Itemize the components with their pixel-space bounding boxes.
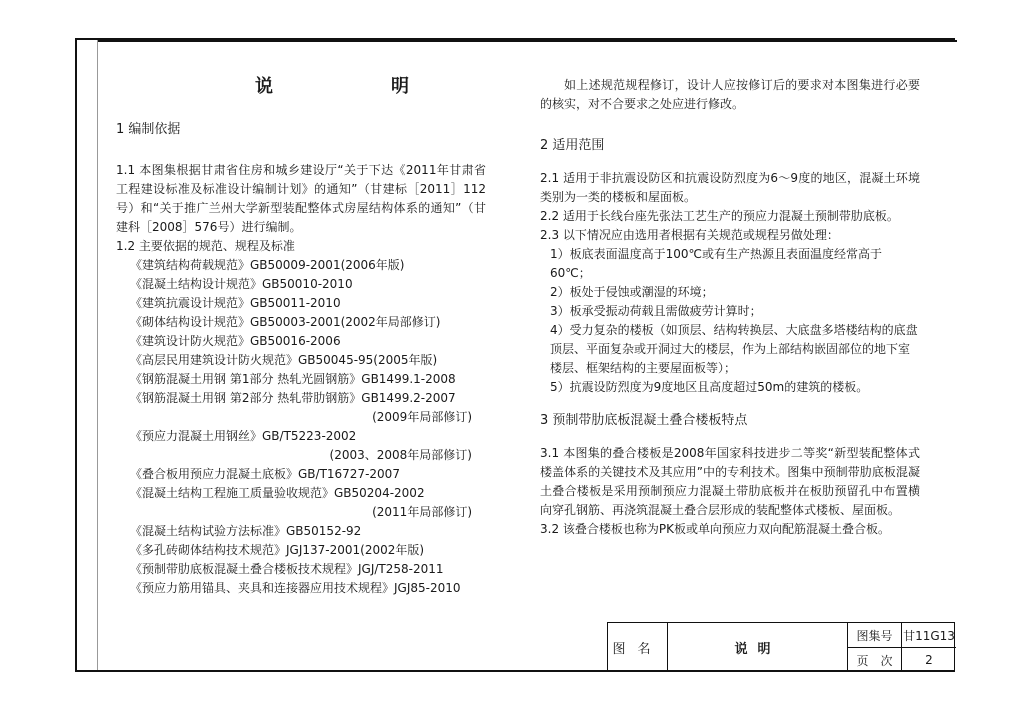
revision-note: 如上述规范规程修订，设计人应按修订后的要求对本图集进行必要的核实，对不合要求之处应进行修改。	[540, 78, 920, 111]
inner-frame-top	[97, 40, 957, 42]
reference-item: 《叠合板用预应力混凝土底板》GB/T16727-2007	[130, 467, 400, 481]
right-column	[540, 76, 920, 539]
reference-item: 《多孔砖砌体结构技术规范》JGJ137-2001(2002年版)	[130, 543, 425, 557]
page-title: 说 明	[255, 76, 459, 97]
reference-item: 《建筑结构荷载规范》GB50009-2001(2006年版)	[130, 258, 405, 272]
clause-1-2-heading: 1.2 主要依据的规范、规程及标准	[116, 239, 295, 253]
clause-2-1: 2.1 适用于非抗震设防区和抗震设防烈度为6～9度的地区，混凝土环境类别为一类的楼板和屋面板。	[540, 171, 920, 204]
atlas-number-label: 图集号	[848, 623, 902, 648]
drawing-name-value: 说明	[668, 623, 848, 672]
page-number-value: 2	[925, 653, 933, 667]
title-block	[607, 622, 955, 672]
reference-item: 《混凝土结构设计规范》GB50010-2010	[130, 277, 353, 291]
exclusion-item: 2）板处于侵蚀或潮湿的环境；	[550, 285, 714, 299]
clause-1-1: 1.1 本图集根据甘肃省住房和城乡建设厅“关于下达《2011年甘肃省工程建设标准及标准设计编制计划》的通知”（甘建标［2011］112号）和“关于推广兰州大学新型装配整体式房屋结构体系的通知”（甘建科［2008］576号）进行编制。	[116, 163, 486, 234]
reference-note: (2009年局部修订)	[372, 410, 472, 424]
clause-3-2: 3.2 该叠合楼板也称为PK板或单向预应力双向配筋混凝土叠合板。	[540, 522, 891, 536]
section-2-heading: 2 适用范围	[540, 138, 605, 153]
outer-frame-left	[75, 38, 77, 670]
left-column	[116, 70, 486, 598]
section-1-heading: 1 编制依据	[116, 122, 181, 137]
section-3-heading: 3 预制带肋底板混凝土叠合楼板特点	[540, 413, 748, 428]
exclusion-item: 3）板承受振动荷载且需做疲劳计算时；	[550, 304, 762, 318]
clause-2-2: 2.2 适用于长线台座先张法工艺生产的预应力混凝土预制带肋底板。	[540, 209, 899, 223]
exclusion-item: 4）受力复杂的楼板（如顶层、结构转换层、大底盘多塔楼结构的底盘顶层、平面复杂或开洞过大的楼层，作为上部结构嵌固部位的地下室楼层、框架结构的主要屋面板等）；	[550, 323, 918, 375]
reference-item: 《预应力筋用锚具、夹具和连接器应用技术规程》JGJ85-2010	[130, 581, 461, 595]
drawing-name-label: 图名	[608, 623, 668, 672]
reference-item: 《混凝土结构试验方法标准》GB50152-92	[130, 524, 362, 538]
reference-note: (2011年局部修订)	[372, 505, 472, 519]
reference-item: 《建筑设计防火规范》GB50016-2006	[130, 334, 341, 348]
exclusion-item: 1）板底表面温度高于100℃或有生产热源且表面温度经常高于60℃；	[550, 247, 883, 280]
reference-note: (2003、2008年局部修订)	[329, 448, 472, 462]
exclusion-item: 5）抗震设防烈度为9度地区且高度超过50m的建筑的楼板。	[550, 380, 869, 394]
reference-item: 《预应力混凝土用钢丝》GB/T5223-2002	[130, 429, 357, 443]
clause-2-3: 2.3 以下情况应由选用者根据有关规范或规程另做处理：	[540, 228, 839, 242]
page-number-label: 页 次	[848, 648, 902, 672]
reference-item: 《混凝土结构工程施工质量验收规范》GB50204-2002	[130, 486, 425, 500]
reference-item: 《钢筋混凝土用钢 第2部分 热轧带肋钢筋》GB1499.2-2007	[130, 391, 456, 405]
binding-margin-line	[97, 40, 98, 670]
reference-item: 《钢筋混凝土用钢 第1部分 热轧光圆钢筋》GB1499.1-2008	[130, 372, 456, 386]
reference-item: 《预制带肋底板混凝土叠合楼板技术规程》JGJ/T258-2011	[130, 562, 444, 576]
reference-item: 《高层民用建筑设计防火规范》GB50045-95(2005年版)	[130, 353, 438, 367]
reference-item: 《建筑抗震设计规范》GB50011-2010	[130, 296, 341, 310]
reference-item: 《砌体结构设计规范》GB50003-2001(2002年局部修订)	[130, 315, 441, 329]
clause-3-1: 3.1 本图集的叠合楼板是2008年国家科技进步二等奖“新型装配整体式楼盖体系的关键技术及其应用”中的专利技术。图集中预制带肋底板混凝土叠合楼板是采用预制预应力混凝土带肋底板并在板肋预留孔中布置横向穿孔钢筋、再浇筑混凝土叠合层形成的装配整体式楼板、屋面板。	[540, 446, 920, 517]
atlas-number-value: 甘11G13	[902, 623, 956, 648]
